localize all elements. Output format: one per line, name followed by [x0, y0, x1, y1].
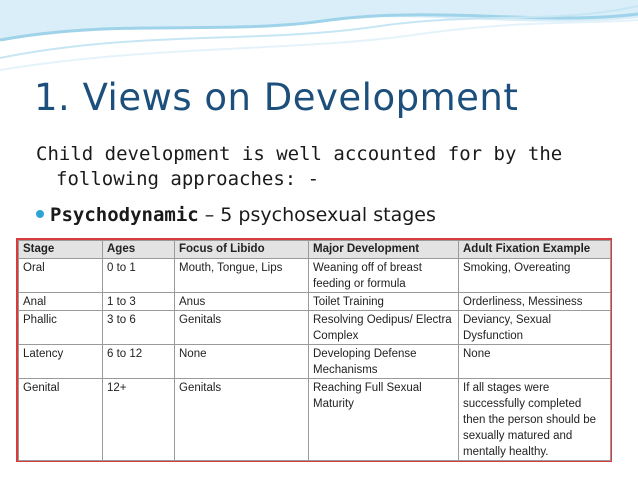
- bullet-strong-text: Psychodynamic: [50, 204, 199, 226]
- table-cell: Toilet Training: [309, 293, 459, 311]
- table-row: [19, 345, 611, 379]
- table-cell: Anus: [175, 293, 309, 311]
- table-cell: Weaning off of breast feeding or formula: [309, 259, 459, 293]
- table-cell: Anal: [19, 293, 103, 311]
- table-cell: Orderliness, Messiness: [459, 293, 611, 311]
- table-cell: 12+: [103, 379, 175, 461]
- header-development: Major Development: [309, 241, 459, 259]
- slide-title: 1. Views on Development: [34, 76, 519, 119]
- bullet-dot-icon: [36, 210, 44, 218]
- bullet-rest-text: – 5 psychosexual stages: [198, 204, 436, 226]
- table-row: [19, 379, 611, 461]
- header-stage: Stage: [19, 241, 103, 259]
- table-cell: Oral: [19, 259, 103, 293]
- psychosexual-stages-table: [16, 238, 612, 462]
- table-cell: Genitals: [175, 311, 309, 345]
- table-cell: 1 to 3: [103, 293, 175, 311]
- bullet-psychodynamic: [36, 201, 436, 229]
- table-cell: Reaching Full Sexual Maturity: [309, 379, 459, 461]
- header-focus: Focus of Libido: [175, 241, 309, 259]
- table-cell: Genitals: [175, 379, 309, 461]
- table-header-row: [19, 241, 611, 259]
- intro-line-2: following approaches: -: [56, 168, 320, 190]
- table-row: [19, 259, 611, 293]
- header-ages: Ages: [103, 241, 175, 259]
- table-cell: Phallic: [19, 311, 103, 345]
- table-cell: None: [459, 345, 611, 379]
- intro-text: [36, 142, 616, 192]
- table-cell: Mouth, Tongue, Lips: [175, 259, 309, 293]
- table-cell: 6 to 12: [103, 345, 175, 379]
- table-cell: Resolving Oedipus/ Electra Complex: [309, 311, 459, 345]
- intro-line-1: Child development is well accounted for by the: [36, 143, 563, 165]
- table-row: [19, 293, 611, 311]
- table-cell: If all stages were successfully completed then the person should be sexually matured and mentally healthy.: [459, 379, 611, 461]
- table-cell: None: [175, 345, 309, 379]
- table-cell: Genital: [19, 379, 103, 461]
- table-cell: Developing Defense Mechanisms: [309, 345, 459, 379]
- table-cell: Deviancy, Sexual Dysfunction: [459, 311, 611, 345]
- header-wave-decoration: [0, 0, 638, 80]
- table-cell: Smoking, Overeating: [459, 259, 611, 293]
- table-row: [19, 311, 611, 345]
- table-cell: Latency: [19, 345, 103, 379]
- header-fixation: Adult Fixation Example: [459, 241, 611, 259]
- table-cell: 0 to 1: [103, 259, 175, 293]
- table-cell: 3 to 6: [103, 311, 175, 345]
